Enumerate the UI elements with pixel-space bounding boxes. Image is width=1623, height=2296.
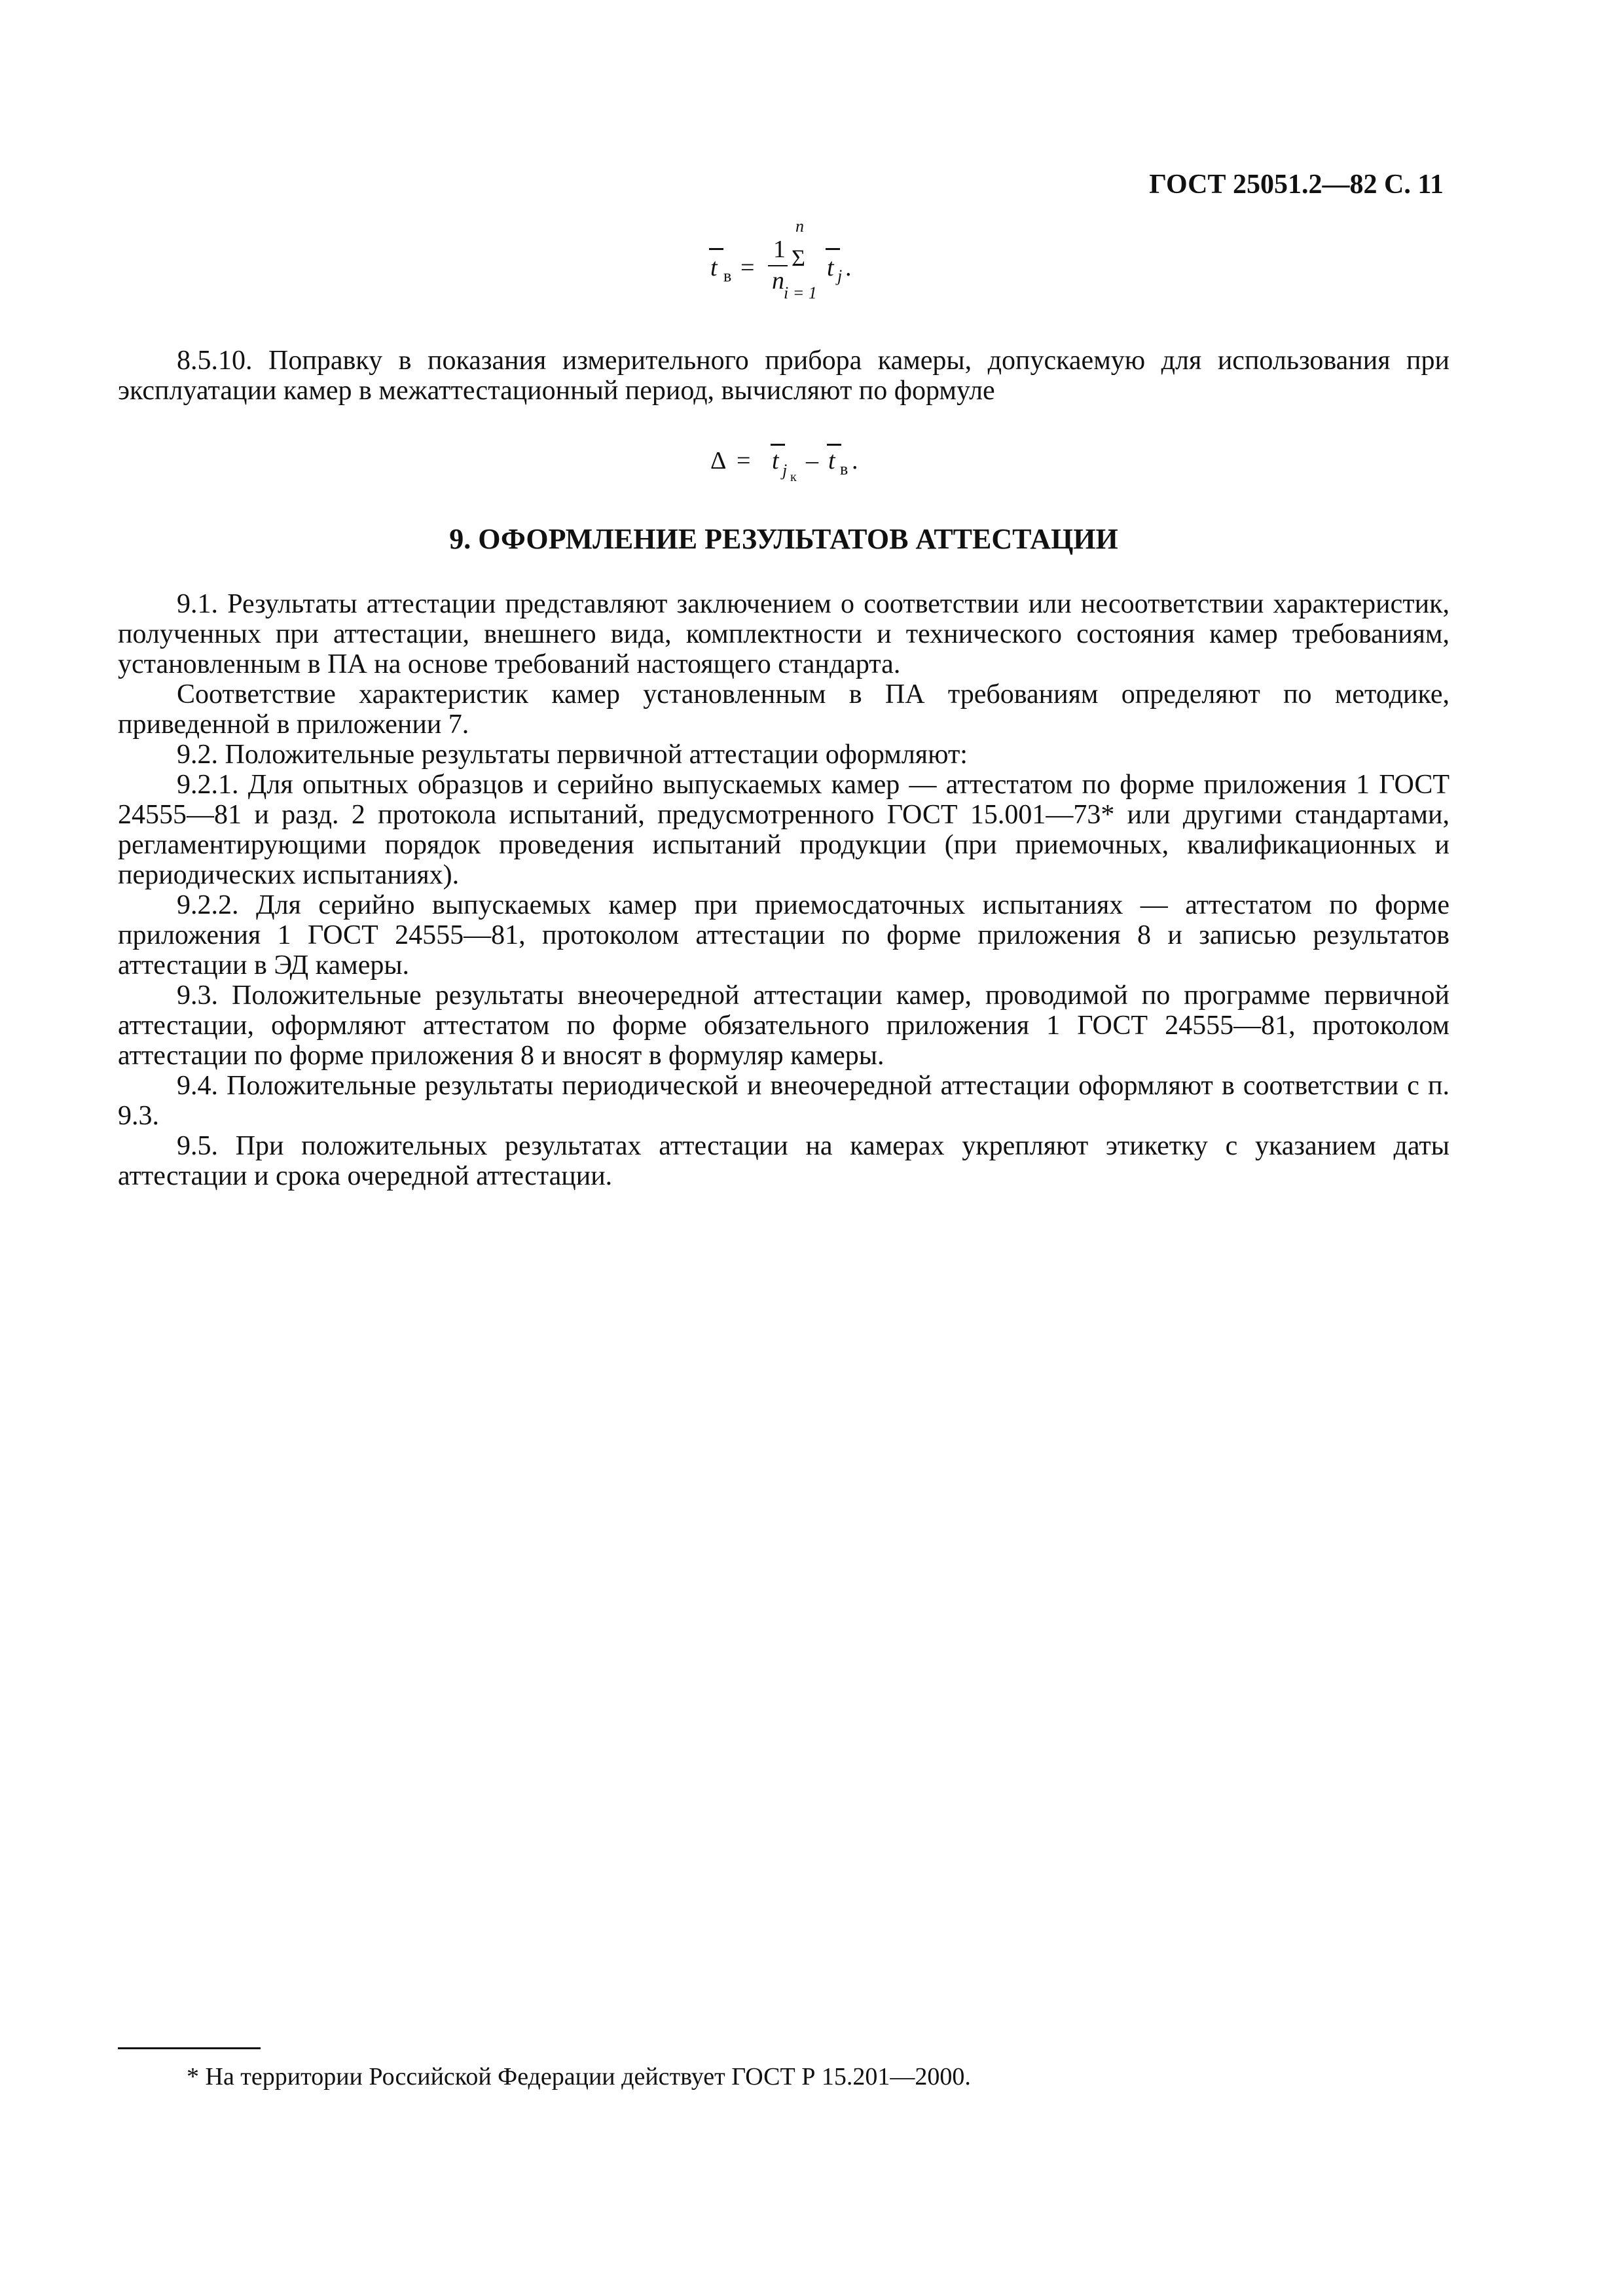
formula-frac-num: 1 [773, 236, 786, 263]
formula-mean-temperature [704, 219, 874, 317]
section-heading: 9. ОФОРМЛЕНИЕ РЕЗУЛЬТАТОВ АТТЕСТАЦИИ [449, 523, 1118, 555]
formula2-t1-subsub: к [790, 470, 797, 484]
formula-rhs-end: . [845, 254, 852, 281]
formula2-t2: t [828, 447, 835, 475]
formula2-t1: t [772, 447, 779, 475]
section-9-body [118, 589, 1450, 1191]
paragraph-8-5-10-block [118, 346, 1450, 406]
footnote: * На территории Российской Федерации действует ГОСТ Р 15.201—2000. [187, 2063, 971, 2090]
formula-rhs-var: t [827, 254, 834, 281]
formula2-minus: – [806, 447, 818, 475]
page-header: ГОСТ 25051.2—82 С. 11 [1149, 170, 1444, 200]
paragraph-9-5: 9.5. При положительных результатах аттестации на камерах укрепляют этикетку с указанием даты аттестации и срока очередной аттестации. [118, 1131, 1450, 1191]
paragraph-9-4: 9.4. Положительные результаты периодической и внеочередной аттестации оформляют в соответствии с п. 9.3. [118, 1071, 1450, 1131]
formula-lhs-var: t [710, 254, 718, 281]
formula-rhs-sub: j [837, 266, 843, 285]
formula-lhs-sub: в [723, 266, 732, 285]
paragraph-9-1-compliance: Соответствие характеристик камер установленным в ПА требованиям определяют по методике, приведенной в приложении 7. [118, 679, 1450, 740]
paragraph-9-2-2: 9.2.2. Для серийно выпускаемых камер при приемосдаточных испытаниях — аттестатом по форме приложения 1 ГОСТ 24555—81, протоколом аттестации по форме приложения 8 и записью результатов аттестации в ЭД камеры. [118, 890, 1450, 980]
paragraph-9-2-1: 9.2.1. Для опытных образцов и серийно выпускаемых камер — аттестатом по форме приложения 1 ГОСТ 24555—81 и разд. 2 протокола испытаний, предусмотренного ГОСТ 15.001—73* или другими стандартами, регламентирующими порядок проведения испытаний продукции (при приемочных, квалификационных и периодических испытаниях). [118, 770, 1450, 890]
paragraph-9-1: 9.1. Результаты аттестации представляют заключением о соответствии или несоответствии характеристик, полученных при аттестации, внешнего вида, комплектности и технического состояния камер требованиям, установленным в ПА на основе требований настоящего стандарта. [118, 589, 1450, 679]
formula-equals: = [740, 254, 755, 281]
formula2-equals: = [737, 447, 751, 475]
formula-delta: Δ [710, 447, 727, 475]
footnote-divider [118, 2047, 261, 2049]
formula2-t1-sub: j [782, 461, 788, 480]
formula-sum-bottom: i = 1 [784, 283, 817, 302]
paragraph-9-3: 9.3. Положительные результаты внеочередной аттестации камер, проводимой по программе первичной аттестации, оформляют аттестатом по форме обязательного приложения 1 ГОСТ 24555—81, протоколом аттестации по форме приложения 8 и вносят в формуляр камеры. [118, 980, 1450, 1071]
formula2-end: . [852, 447, 858, 475]
formula2-t2-sub: в [840, 459, 848, 478]
formula-sum-top: n [795, 217, 804, 236]
paragraph-9-2: 9.2. Положительные результаты первичной аттестации оформляют: [177, 740, 968, 770]
paragraph-8-5-10: 8.5.10. Поправку в показания измерительного прибора камеры, допускаемую для использования при эксплуатации камер в межаттестационный период, вычисляют по формуле [118, 346, 1450, 406]
formula-sum-sign: Σ [792, 245, 805, 271]
formula-correction [710, 437, 881, 496]
formula-frac-den: n [772, 267, 784, 295]
